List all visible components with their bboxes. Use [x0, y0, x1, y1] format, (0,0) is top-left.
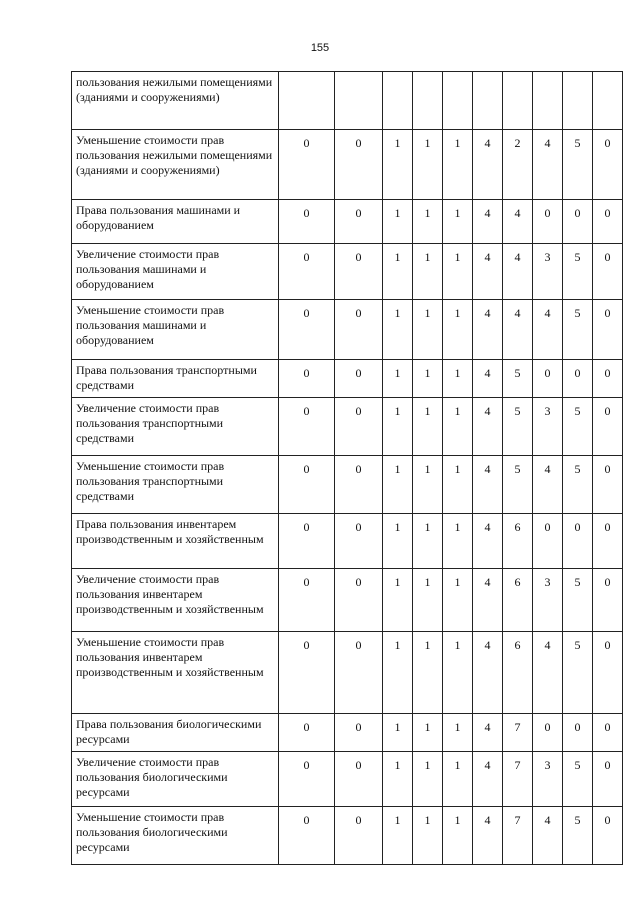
code-digit-cell: 0: [335, 714, 383, 752]
code-digit-cell: [279, 72, 335, 130]
code-digit-cell: 4: [473, 398, 503, 456]
code-digit-cell: 5: [503, 398, 533, 456]
code-digit-cell: [443, 72, 473, 130]
code-digit-cell: 0: [593, 130, 623, 200]
code-digit-cell: 4: [533, 632, 563, 714]
table-row: [72, 714, 623, 752]
code-digit-cell: 3: [533, 752, 563, 807]
code-digit-cell: 0: [279, 398, 335, 456]
code-digit-cell: [413, 72, 443, 130]
code-digit-cell: 6: [503, 514, 533, 569]
code-digit-cell: 0: [593, 569, 623, 632]
page-number: 155: [310, 42, 330, 54]
code-digit-cell: 4: [503, 244, 533, 300]
code-digit-cell: 1: [413, 244, 443, 300]
code-digit-cell: 4: [473, 807, 503, 865]
table-row: [72, 398, 623, 456]
code-digit-cell: 0: [335, 514, 383, 569]
code-digit-cell: 2: [503, 130, 533, 200]
code-digit-cell: 4: [473, 514, 503, 569]
code-digit-cell: 0: [279, 569, 335, 632]
code-digit-cell: 1: [383, 300, 413, 360]
code-digit-cell: 4: [503, 300, 533, 360]
code-digit-cell: 5: [563, 632, 593, 714]
code-digit-cell: 0: [563, 514, 593, 569]
code-digit-cell: 0: [533, 714, 563, 752]
code-digit-cell: 5: [563, 752, 593, 807]
code-digit-cell: 0: [335, 360, 383, 398]
table-row: [72, 130, 623, 200]
account-name-cell: Увеличение стоимости прав пользования инвентарем производственным и хозяйственным: [72, 569, 279, 632]
code-digit-cell: 4: [533, 300, 563, 360]
code-digit-cell: 0: [593, 752, 623, 807]
code-digit-cell: 0: [593, 300, 623, 360]
code-digit-cell: 1: [383, 398, 413, 456]
code-digit-cell: [473, 72, 503, 130]
code-digit-cell: 1: [383, 514, 413, 569]
code-digit-cell: 1: [413, 200, 443, 244]
code-digit-cell: 5: [563, 130, 593, 200]
code-digit-cell: 0: [533, 360, 563, 398]
code-digit-cell: 4: [473, 632, 503, 714]
code-digit-cell: [533, 72, 563, 130]
code-digit-cell: 0: [593, 632, 623, 714]
code-digit-cell: 0: [335, 752, 383, 807]
code-digit-cell: 0: [279, 807, 335, 865]
code-digit-cell: 5: [503, 456, 533, 514]
code-digit-cell: 1: [383, 456, 413, 514]
code-digit-cell: 0: [279, 130, 335, 200]
code-digit-cell: 1: [443, 360, 473, 398]
code-digit-cell: 0: [279, 632, 335, 714]
code-digit-cell: 0: [533, 200, 563, 244]
code-digit-cell: 1: [383, 569, 413, 632]
code-digit-cell: 1: [413, 456, 443, 514]
code-digit-cell: 0: [335, 456, 383, 514]
account-name-cell: Уменьшение стоимости прав пользования инвентарем производственным и хозяйственным: [72, 632, 279, 714]
account-name-cell: Права пользования инвентарем производственным и хозяйственным: [72, 514, 279, 569]
account-name-cell: пользования нежилыми помещениями (зданиями и сооружениями): [72, 72, 279, 130]
table-row: [72, 244, 623, 300]
code-digit-cell: 1: [443, 569, 473, 632]
code-digit-cell: 0: [279, 200, 335, 244]
code-digit-cell: 3: [533, 244, 563, 300]
code-digit-cell: 1: [383, 807, 413, 865]
code-digit-cell: 4: [533, 130, 563, 200]
code-digit-cell: 1: [443, 752, 473, 807]
code-digit-cell: 0: [279, 244, 335, 300]
account-name-cell: Уменьшение стоимости прав пользования транспортными средствами: [72, 456, 279, 514]
code-digit-cell: 5: [563, 569, 593, 632]
code-digit-cell: 1: [413, 300, 443, 360]
code-digit-cell: 7: [503, 752, 533, 807]
code-digit-cell: 1: [413, 130, 443, 200]
code-digit-cell: 4: [473, 300, 503, 360]
account-name-cell: Увеличение стоимости прав пользования транспортными средствами: [72, 398, 279, 456]
code-digit-cell: 1: [413, 569, 443, 632]
code-digit-cell: 0: [335, 300, 383, 360]
code-digit-cell: 0: [593, 714, 623, 752]
code-digit-cell: 5: [563, 244, 593, 300]
code-digit-cell: 1: [443, 130, 473, 200]
code-digit-cell: [503, 72, 533, 130]
code-digit-cell: 1: [443, 514, 473, 569]
account-name-cell: Права пользования машинами и оборудованием: [72, 200, 279, 244]
code-digit-cell: 1: [413, 360, 443, 398]
table-row: [72, 632, 623, 714]
account-name-cell: Уменьшение стоимости прав пользования машинами и оборудованием: [72, 300, 279, 360]
code-digit-cell: 1: [443, 300, 473, 360]
code-digit-cell: 0: [279, 300, 335, 360]
code-digit-cell: 5: [563, 300, 593, 360]
code-digit-cell: 1: [443, 398, 473, 456]
code-digit-cell: 6: [503, 569, 533, 632]
code-digit-cell: 0: [335, 569, 383, 632]
code-digit-cell: 1: [383, 244, 413, 300]
code-digit-cell: 4: [533, 807, 563, 865]
code-digit-cell: 0: [335, 807, 383, 865]
code-digit-cell: [593, 72, 623, 130]
code-digit-cell: 4: [473, 752, 503, 807]
code-digit-cell: 0: [593, 360, 623, 398]
account-name-cell: Права пользования биологическими ресурсами: [72, 714, 279, 752]
code-digit-cell: 1: [443, 456, 473, 514]
code-digit-cell: 1: [383, 714, 413, 752]
code-digit-cell: 5: [563, 456, 593, 514]
code-digit-cell: 4: [473, 130, 503, 200]
code-digit-cell: 0: [593, 514, 623, 569]
account-name-cell: Уменьшение стоимости прав пользования биологическими ресурсами: [72, 807, 279, 865]
code-digit-cell: 0: [563, 714, 593, 752]
code-digit-cell: 0: [279, 456, 335, 514]
account-name-cell: Увеличение стоимости прав пользования биологическими ресурсами: [72, 752, 279, 807]
code-digit-cell: 1: [413, 752, 443, 807]
code-digit-cell: 0: [279, 514, 335, 569]
code-digit-cell: 1: [413, 514, 443, 569]
code-digit-cell: 0: [335, 244, 383, 300]
code-digit-cell: 0: [335, 632, 383, 714]
code-digit-cell: 7: [503, 807, 533, 865]
code-digit-cell: 1: [413, 632, 443, 714]
code-digit-cell: 1: [383, 360, 413, 398]
code-digit-cell: 1: [383, 752, 413, 807]
code-digit-cell: 4: [473, 714, 503, 752]
table-row: [72, 514, 623, 569]
code-digit-cell: 0: [335, 130, 383, 200]
code-digit-cell: 3: [533, 569, 563, 632]
code-digit-cell: 0: [279, 360, 335, 398]
code-digit-cell: 4: [473, 244, 503, 300]
code-digit-cell: 0: [563, 200, 593, 244]
code-digit-cell: 1: [443, 244, 473, 300]
code-digit-cell: 4: [473, 360, 503, 398]
code-digit-cell: 4: [473, 200, 503, 244]
code-digit-cell: 1: [443, 200, 473, 244]
code-digit-cell: 1: [383, 632, 413, 714]
code-digit-cell: 0: [279, 714, 335, 752]
code-digit-cell: 1: [413, 807, 443, 865]
account-name-cell: Уменьшение стоимости прав пользования нежилыми помещениями (зданиями и сооружениями): [72, 130, 279, 200]
code-digit-cell: 7: [503, 714, 533, 752]
code-digit-cell: 0: [593, 244, 623, 300]
code-digit-cell: 3: [533, 398, 563, 456]
code-digit-cell: [383, 72, 413, 130]
code-digit-cell: 4: [473, 456, 503, 514]
code-digit-cell: [335, 72, 383, 130]
code-digit-cell: 1: [413, 714, 443, 752]
code-digit-cell: 0: [593, 456, 623, 514]
table-row: [72, 569, 623, 632]
code-digit-cell: 0: [593, 807, 623, 865]
account-codes-table: [71, 71, 623, 865]
code-digit-cell: 5: [563, 398, 593, 456]
table-row: [72, 72, 623, 130]
code-digit-cell: 1: [383, 200, 413, 244]
code-digit-cell: 0: [335, 200, 383, 244]
table-row: [72, 360, 623, 398]
code-digit-cell: 5: [503, 360, 533, 398]
code-digit-cell: 1: [443, 632, 473, 714]
code-digit-cell: 0: [593, 200, 623, 244]
code-digit-cell: 0: [533, 514, 563, 569]
code-digit-cell: 0: [593, 398, 623, 456]
code-digit-cell: 6: [503, 632, 533, 714]
table-row: [72, 752, 623, 807]
table-row: [72, 807, 623, 865]
table-row: [72, 300, 623, 360]
code-digit-cell: 1: [443, 714, 473, 752]
account-name-cell: Увеличение стоимости прав пользования машинами и оборудованием: [72, 244, 279, 300]
code-digit-cell: 5: [563, 807, 593, 865]
code-digit-cell: 1: [383, 130, 413, 200]
code-digit-cell: 4: [473, 569, 503, 632]
table-row: [72, 200, 623, 244]
code-digit-cell: 0: [335, 398, 383, 456]
account-name-cell: Права пользования транспортными средствами: [72, 360, 279, 398]
code-digit-cell: [563, 72, 593, 130]
code-digit-cell: 1: [443, 807, 473, 865]
code-digit-cell: 1: [413, 398, 443, 456]
code-digit-cell: 4: [533, 456, 563, 514]
code-digit-cell: 0: [563, 360, 593, 398]
code-digit-cell: 4: [503, 200, 533, 244]
code-digit-cell: 0: [279, 752, 335, 807]
table-row: [72, 456, 623, 514]
